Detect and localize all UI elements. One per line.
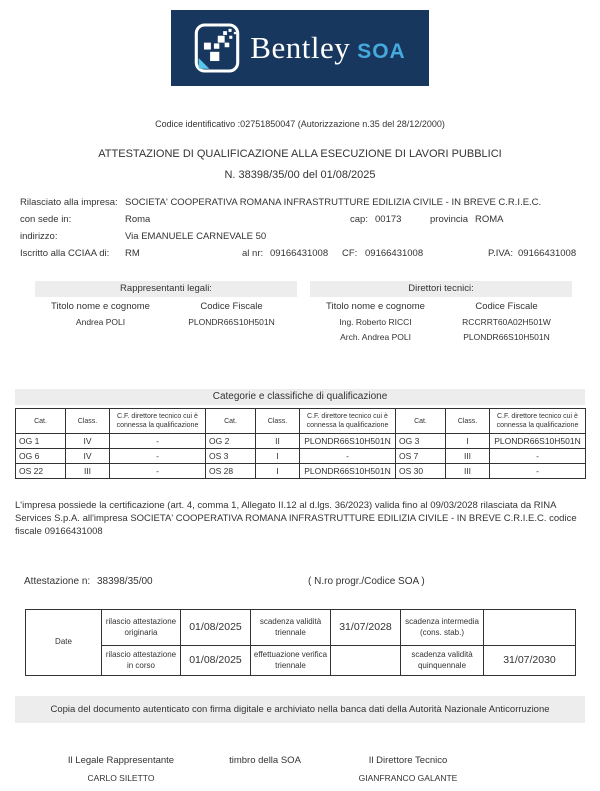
cat-cell: OS 22 <box>16 464 66 479</box>
bentley-soa-logo <box>171 10 429 86</box>
date-value-cell: 01/08/2025 <box>181 646 251 676</box>
label-cap: cap: <box>350 214 368 225</box>
cat-cell: OG 6 <box>16 449 66 464</box>
class-cell: III <box>446 464 490 479</box>
class-cell: III <box>66 464 110 479</box>
stamp-label: timbro della SOA <box>229 755 301 767</box>
company-row-cciaa <box>20 246 600 263</box>
col-cf: C.F. direttore tecnico cui è connessa la qualificazione <box>110 409 206 434</box>
logo-suffix-text: SOA <box>357 40 406 63</box>
company-row-sede <box>20 212 600 229</box>
rappresentanti-column-heads <box>35 301 297 312</box>
date-label-cell: rilascio attestazione originaria <box>102 610 181 646</box>
date-value-cell: 31/07/2030 <box>484 646 576 676</box>
company-details <box>20 195 600 265</box>
technical-director-signature <box>323 755 493 783</box>
dates-row <box>26 646 576 676</box>
col-cat: Cat. <box>206 409 256 434</box>
value-impresa: SOCIETA' COOPERATIVA ROMANA INFRASTRUTTURE EDILIZIA CIVILE - IN BREVE C.R.I.E.C. <box>125 197 542 208</box>
dates-row <box>26 610 576 646</box>
direttori-column-heads <box>310 301 572 312</box>
direttore-cf: RCCRRT60A02H501W <box>462 317 551 327</box>
direttore-name: Arch. Andrea POLI <box>340 332 411 342</box>
categories-title: Categorie e classifiche di qualificazione <box>15 389 585 405</box>
signatures-section <box>0 755 600 791</box>
col-cat: Cat. <box>16 409 66 434</box>
company-row-indirizzo <box>20 229 600 246</box>
direttore-row <box>310 332 572 342</box>
cf-cell: - <box>110 464 206 479</box>
value-indirizzo: Via EMANUELE CARNEVALE 50 <box>125 231 267 242</box>
value-provincia: ROMA <box>475 214 504 225</box>
col-class: Class. <box>66 409 110 434</box>
date-label-cell: scadenza validità quinquennale <box>401 646 484 676</box>
cat-cell: OS 7 <box>396 449 446 464</box>
col-class: Class. <box>446 409 490 434</box>
categories-section <box>15 389 585 479</box>
dates-table <box>25 609 576 676</box>
date-label-cell: scadenza intermedia (cons. stab.) <box>401 610 484 646</box>
technical-director-name: GIANFRANCO GALANTE <box>358 773 458 784</box>
rappresentanti-header: Rappresentanti legali: <box>35 281 297 297</box>
document-title: ATTESTAZIONE DI QUALIFICAZIONE ALLA ESECUZIONE DI LAVORI PUBBLICI <box>98 148 502 160</box>
document-number: N. 38398/35/00 del 01/08/2025 <box>224 169 376 181</box>
rappresentante-cf: PLONDR66S10H501N <box>188 317 275 327</box>
direttore-cf: PLONDR66S10H501N <box>463 332 550 342</box>
label-provincia: provincia <box>430 214 469 225</box>
rappresentanti-col-name: Titolo nome e cognome <box>51 301 150 312</box>
class-cell: IV <box>66 449 110 464</box>
value-cap: 00173 <box>375 214 402 225</box>
cat-cell: OS 30 <box>396 464 446 479</box>
cf-cell: - <box>110 434 206 449</box>
class-cell: I <box>446 434 490 449</box>
cf-cell: - <box>490 464 586 479</box>
value-piva: 09166431008 <box>518 248 577 259</box>
legal-representative-signature <box>41 755 201 783</box>
rappresentanti-column <box>35 281 297 359</box>
value-cf: 09166431008 <box>365 248 424 259</box>
rappresentanti-col-cf: Codice Fiscale <box>200 301 263 312</box>
codice-identificativo: Codice identificativo :02751850047 (Autorizzazione n.35 del 28/12/2000) <box>155 119 445 129</box>
attestazione-line <box>0 576 600 592</box>
direttore-name: Ing. Roberto RICCI <box>339 317 412 327</box>
direttore-row <box>310 317 572 327</box>
categories-row <box>16 434 586 449</box>
col-cat: Cat. <box>396 409 446 434</box>
value-sede: Roma <box>125 214 151 225</box>
label-cf: CF: <box>342 248 358 259</box>
label-sede: con sede in: <box>20 214 72 225</box>
cf-cell: PLONDR66S10H501N <box>300 434 396 449</box>
date-value-cell <box>484 610 576 646</box>
cf-cell: - <box>490 449 586 464</box>
col-cf: C.F. direttore tecnico cui è connessa la qualificazione <box>300 409 396 434</box>
attestazione-value: 38398/35/00 <box>97 576 153 588</box>
class-cell: IV <box>66 434 110 449</box>
logo-brand-text: Bentley <box>250 30 351 65</box>
value-nr: 09166431008 <box>270 248 329 259</box>
date-label-cell: effettuazione verifica triennale <box>251 646 331 676</box>
logo-wordmark <box>250 30 405 66</box>
people-section <box>35 281 600 359</box>
col-cf: C.F. direttore tecnico cui è connessa la qualificazione <box>490 409 586 434</box>
cf-cell: PLONDR66S10H501N <box>300 464 396 479</box>
class-cell: II <box>256 434 300 449</box>
technical-director-label: Il Direttore Tecnico <box>368 755 448 767</box>
direttori-column <box>310 281 572 359</box>
label-cciaa: Iscritto alla CCIAA di: <box>20 248 110 259</box>
rappresentante-name: Andrea POLI <box>75 317 126 327</box>
company-row-impresa <box>20 195 600 212</box>
direttori-header: Direttori tecnici: <box>310 281 572 297</box>
date-value-cell: 01/08/2025 <box>181 610 251 646</box>
cf-cell: - <box>110 449 206 464</box>
class-cell: III <box>446 449 490 464</box>
soa-stamp-label <box>205 755 325 766</box>
cat-cell: OS 28 <box>206 464 256 479</box>
label-nr: al nr: <box>242 248 264 259</box>
cf-cell: PLONDR66S10H501N <box>490 434 586 449</box>
attestazione-label: Attestazione n: <box>24 576 91 588</box>
certification-paragraph: L'impresa possiede la certificazione (art. 4, comma 1, Allegato II.12 al d.lgs. 36/2023) valida fino al 09/03/2028 rilasciata da RINA Services S.p.A. all'impresa SOCIETA' COOPERATIVA ROMANA INFRASTRUTTURE EDILIZIA CIVILE - IN BREVE C.R.I.E.C. codice fiscale 09166431008 <box>15 500 577 538</box>
cat-cell: OG 2 <box>206 434 256 449</box>
legal-representative-name: CARLO SILETTO <box>87 773 155 784</box>
cf-cell: - <box>300 449 396 464</box>
label-indirizzo: indirizzo: <box>20 231 58 242</box>
date-value-cell <box>331 646 401 676</box>
cat-cell: OS 3 <box>206 449 256 464</box>
col-class: Class. <box>256 409 300 434</box>
date-value-cell: 31/07/2028 <box>331 610 401 646</box>
bentley-logo-icon <box>194 22 240 74</box>
authentication-banner: Copia del documento autenticato con firma digitale e archiviato nella banca dati della Autorità Nazionale Anticorruzione <box>15 696 585 723</box>
class-cell: I <box>256 449 300 464</box>
attestazione-note: ( N.ro progr./Codice SOA ) <box>308 576 425 588</box>
legal-representative-label: Il Legale Rappresentante <box>67 755 175 767</box>
label-impresa: Rilasciato alla impresa: <box>20 197 118 208</box>
categories-header-row <box>16 409 586 434</box>
direttori-col-cf: Codice Fiscale <box>475 301 538 312</box>
categories-table <box>15 408 586 479</box>
date-label-cell: scadenza validità triennale <box>251 610 331 646</box>
direttori-col-name: Titolo nome e cognome <box>326 301 425 312</box>
dates-row-label: Date <box>26 610 102 676</box>
cat-cell: OG 3 <box>396 434 446 449</box>
value-cciaa: RM <box>125 248 140 259</box>
date-label-cell: rilascio attestazione in corso <box>102 646 181 676</box>
categories-row <box>16 464 586 479</box>
class-cell: I <box>256 464 300 479</box>
categories-row <box>16 449 586 464</box>
cat-cell: OG 1 <box>16 434 66 449</box>
rappresentante-row <box>35 317 297 327</box>
label-piva: P.IVA: <box>488 248 513 259</box>
